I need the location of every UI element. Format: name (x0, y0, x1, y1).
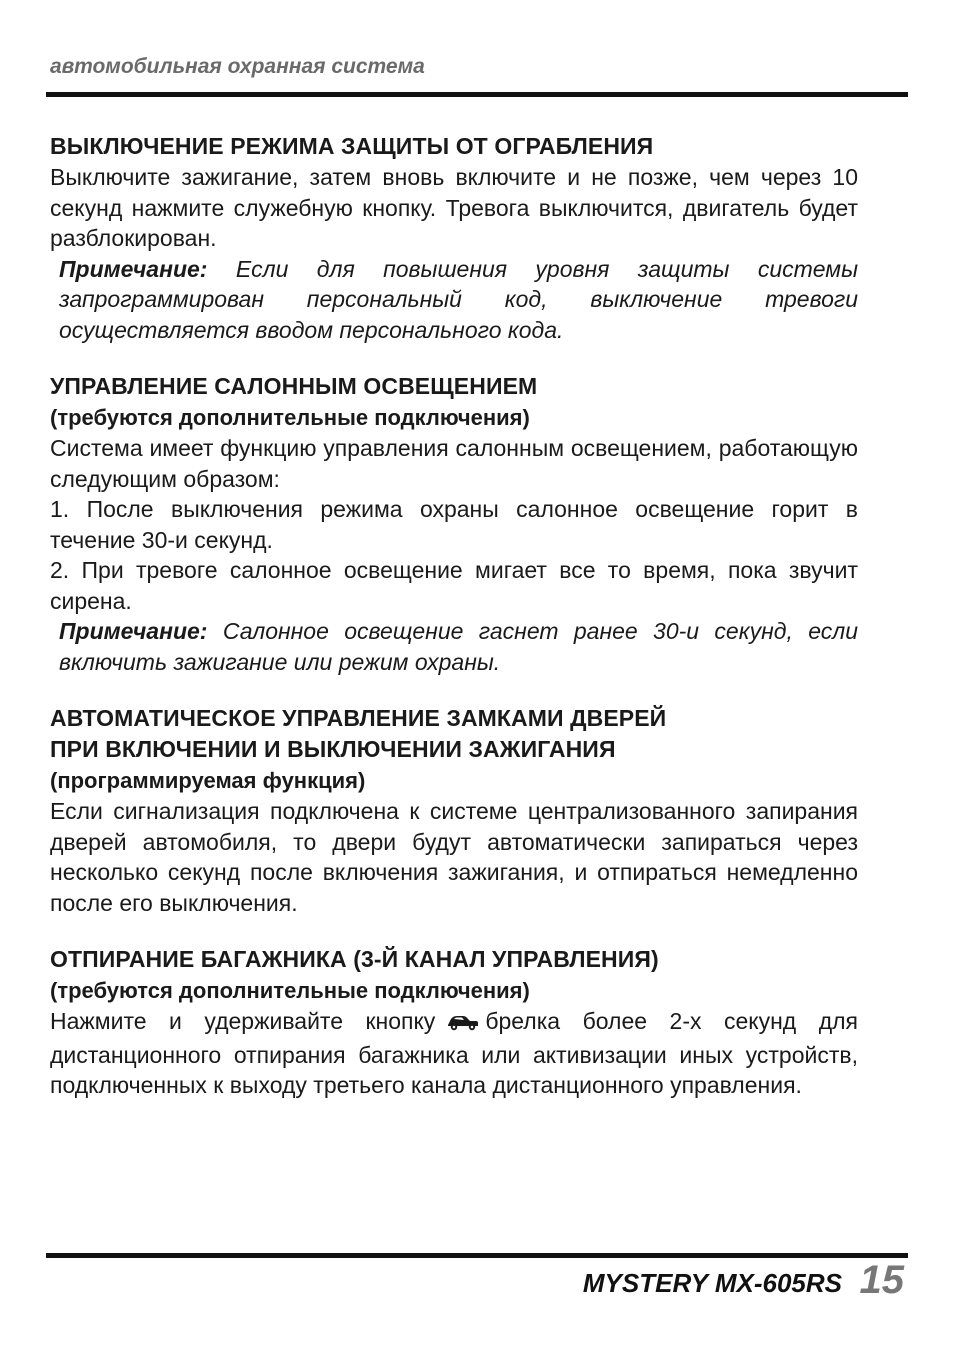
section-auto-door-locks (50, 703, 858, 918)
section-subheading: (требуются дополнительные подключения) (50, 978, 530, 1003)
section-note (59, 616, 858, 677)
body-text-after: брелка более 2-х секунд для дистанционного отпирания багажника или активизации иных устройств, подключенных к выходу третьего канала дистанционного управления. (50, 1008, 858, 1098)
section-heading: УПРАВЛЕНИЕ САЛОННЫМ ОСВЕЩЕНИЕМ (50, 373, 538, 399)
list-item: 2. При тревоге салонное освещение мигает все то время, пока звучит сирена. (50, 557, 858, 614)
note-text: Салонное освещение гаснет ранее 30-и секунд, если включить зажигание или режим охраны. (59, 618, 858, 675)
footer-rule (46, 1253, 908, 1258)
section-interior-lighting (50, 371, 858, 677)
note-label: Примечание: (59, 618, 208, 644)
note-text: Если для повышения уровня защиты системы запрограммирован персональный код, выключение тревоги осуществляется вводом персонального кода. (59, 255, 858, 343)
section-heading-line2: ПРИ ВКЛЮЧЕНИИ И ВЫКЛЮЧЕНИИ ЗАЖИГАНИЯ (50, 736, 616, 762)
footer-model-name: MYSTERY MX-605RS (582, 1268, 842, 1298)
section-trunk-release (50, 944, 858, 1101)
body-text-before: Нажмите и удерживайте кнопку (50, 1008, 436, 1034)
section-body: Система имеет функцию управления салонным освещением, работающую следующим образом: (50, 435, 858, 492)
section-heading: ОТПИРАНИЕ БАГАЖНИКА (3-Й КАНАЛ УПРАВЛЕНИЯ) (50, 946, 659, 972)
section-note (59, 254, 858, 346)
note-label: Примечание: (59, 255, 208, 282)
section-subheading: (программируемая функция) (50, 768, 366, 793)
section-body (50, 1006, 858, 1101)
car-trunk-icon (445, 1009, 479, 1040)
section-robbery-protection-off (50, 131, 858, 345)
running-header: автомобильная охранная система (50, 55, 425, 78)
list-item: 1. После выключения режима охраны салонное освещение горит в течение 30-и секунд. (50, 496, 858, 553)
section-subheading: (требуются дополнительные подключения) (50, 405, 530, 430)
section-heading: ВЫКЛЮЧЕНИЕ РЕЖИМА ЗАЩИТЫ ОТ ОГРАБЛЕНИЯ (50, 133, 654, 159)
section-heading-line1: АВТОМАТИЧЕСКОЕ УПРАВЛЕНИЕ ЗАМКАМИ ДВЕРЕЙ (50, 705, 667, 731)
section-body: Если сигнализация подключена к системе централизованного запирания дверей автомобиля, то двери будут автоматически запираться через несколько секунд после включения зажигания, и отпираться немедленно после его выключения. (50, 798, 858, 916)
header-rule (46, 92, 908, 97)
page-content (50, 131, 858, 1127)
page-number: 15 (859, 1258, 904, 1302)
section-body: Выключите зажигание, затем вновь включите и не позже, чем через 10 секунд нажмите служебную кнопку. Тревога выключится, двигатель будет разблокирован. (50, 164, 858, 251)
